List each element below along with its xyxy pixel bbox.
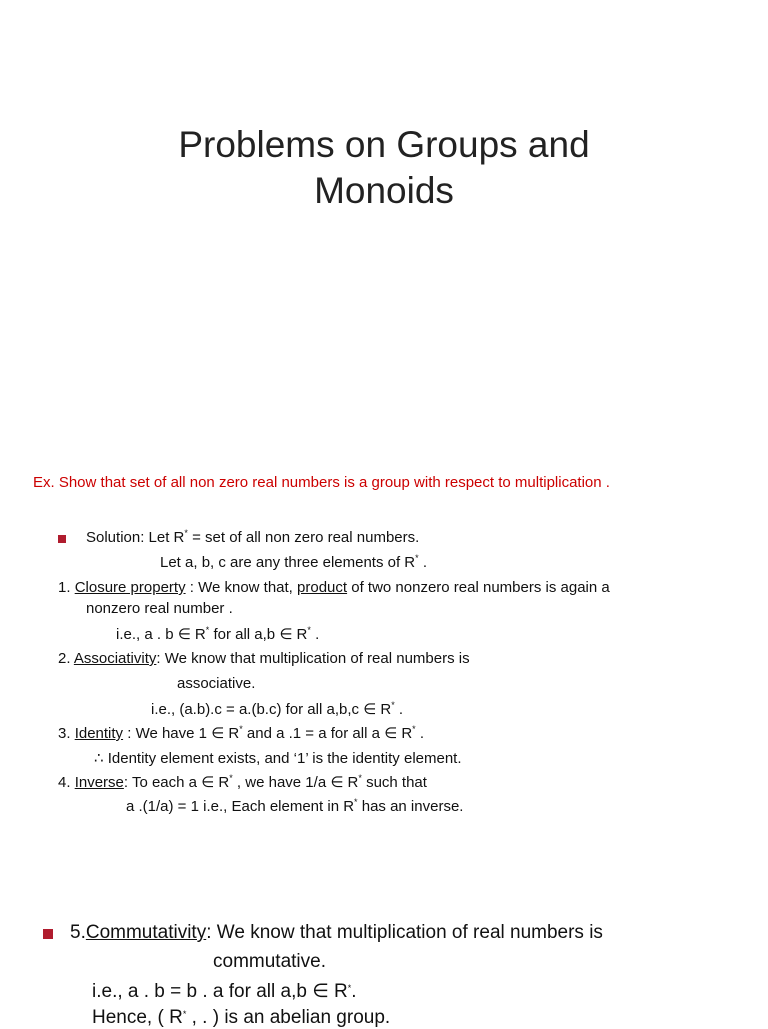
closure-continuation: nonzero real number . [86,600,233,617]
commutativity-line: 5.Commutativity: We know that multiplication of real numbers is [70,922,603,943]
bullet-square [58,535,66,543]
slide-title-line1: Problems on Groups and [178,124,590,165]
commutativity-continuation: commutative. [213,951,326,972]
associativity-continuation: associative. [177,675,256,692]
closure-line: 1. Closure property : We know that, product of two nonzero real numbers is again a [58,579,610,596]
bullet-square [43,929,53,939]
example-statement: Ex. Show that set of all non zero real numbers is a group with respect to multiplication . [33,474,610,491]
slide-title-line2: Monoids [314,170,454,211]
commutativity-ie: i.e., a . b = b . a for all a,b ∈ R*. [92,981,357,1002]
associativity-line: 2. Associativity: We know that multiplication of real numbers is [58,650,470,667]
associativity-ie: i.e., (a.b).c = a.(b.c) for all a,b,c ∈ R* . [151,700,404,718]
hence-line: Hence, ( R* , . ) is an abelian group. [92,1007,391,1028]
identity-line: 3. Identity : We have 1 ∈ R* and a .1 = a for all a ∈ R* . [58,724,425,742]
let-line: Let a, b, c are any three elements of R* . [160,553,427,571]
solution-line: Solution: Let R* = set of all non zero real numbers. [86,528,420,546]
inverse-line: 4. Inverse: To each a ∈ R* , we have 1/a ∈ R* such that [58,773,427,791]
identity-conclusion: ∴ Identity element exists, and ‘1’ is the identity element. [94,750,462,767]
inverse-line2: a .(1/a) = 1 i.e., Each element in R* has an inverse. [126,797,464,815]
closure-ie: i.e., a . b ∈ R* for all a,b ∈ R* . [116,625,320,643]
